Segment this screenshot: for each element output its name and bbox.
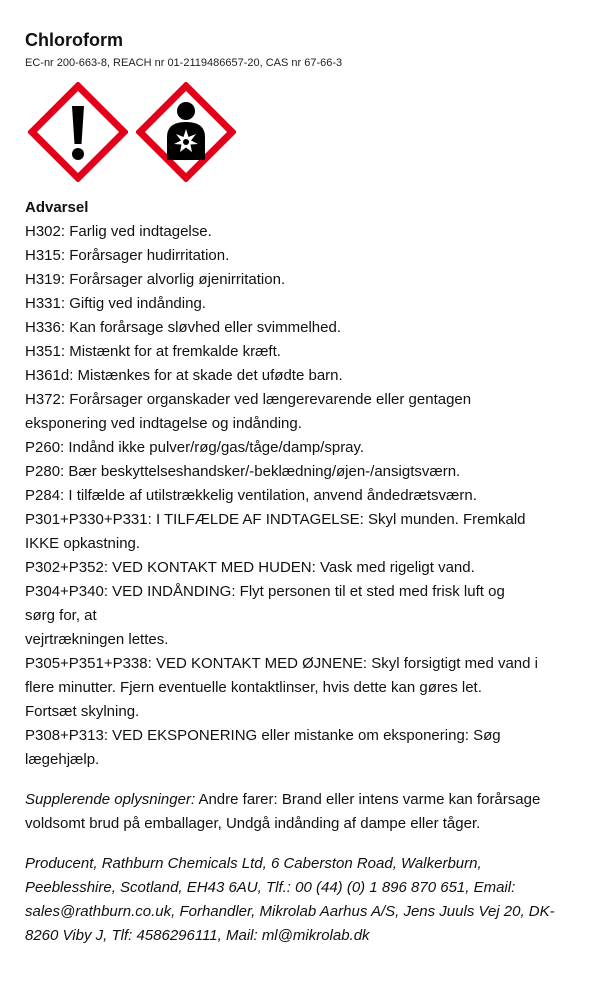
statement-line: lægehjælp. [25,751,100,768]
product-name: Chloroform [25,30,123,50]
statement-line: H302: Farlig ved indtagelse. [25,223,212,240]
statement-line: H336: Kan forårsage sløvhed eller svimmelhed. [25,319,341,336]
statement-line: P301+P330+P331: I TILFÆLDE AF INDTAGELSE: Skyl munden. Fremkald [25,511,526,528]
statement-line: H351: Mistænkt for at fremkalde kræft. [25,343,281,360]
statement-line: P305+P351+P338: VED KONTAKT MED ØJNENE: Skyl forsigtigt med vand i [25,655,538,672]
statement-line: P308+P313: VED EKSPONERING eller mistanke om eksponering: Søg [25,727,501,744]
statement-line: P302+P352: VED KONTAKT MED HUDEN: Vask med rigeligt vand. [25,559,475,576]
statement-line: IKKE opkastning. [25,535,141,552]
statement-line: H372: Forårsager organskader ved længerevarende eller gentagen [25,391,472,408]
statement-line: P304+P340: VED INDÅNDING: Flyt personen til et sted med frisk luft og [25,583,505,600]
hazard-statements [25,220,575,772]
hazard-pictograms [28,82,575,182]
statement-line: Fortsæt skylning. [25,703,140,720]
statement-line: P260: Indånd ikke pulver/røg/gas/tåge/damp/spray. [25,439,365,456]
statement-line: H319: Forårsager alvorlig øjenirritation. [25,271,286,288]
statement-line: H315: Forårsager hudirritation. [25,247,230,264]
statement-line: flere minutter. Fjern eventuelle kontaktlinser, hvis dette kan gøres let. [25,679,482,696]
statement-line: H331: Giftig ved indånding. [25,295,206,312]
statement-line: eksponering ved indtagelse og indånding. [25,415,302,432]
product-identifiers: EC-nr 200-663-8, REACH nr 01-2119486657-20, CAS nr 67-66-3 [25,57,343,69]
statement-line: H361d: Mistænkes for at skade det ufødte barn. [25,367,343,384]
exclamation-mark-hazard-icon [28,82,128,182]
signal-word: Advarsel [25,199,89,216]
producer-info: Producent, Rathburn Chemicals Ltd, 6 Caberston Road, Walkerburn, Peeblesshire, Scotland, EH43 6AU, Tlf.: 00 (44) (0) 1 896 870 651, Email: sales@rathburn.co.uk, Forhandler, Mikrolab Aarhus A/S, Jens Juuls Vej 20, DK-8260 Viby J, Tlf: 4586296111, Mail: ml@mikrolab.dk [25,855,555,944]
statement-line: P280: Bær beskyttelseshandsker/-beklædning/øjen-/ansigtsværn. [25,463,461,480]
supplementary-text: Andre farer: Brand eller intens varme kan forårsage voldsomt brud på emballager, Undgå indånding af dampe eller tåger. [25,791,541,832]
statement-line: vejrtrækningen lettes. [25,631,169,648]
statement-line: sørg for, at [25,607,97,624]
supplementary-label: Supplerende oplysninger: [25,791,196,808]
statement-line: P284: I tilfælde af utilstrækkelig ventilation, anvend åndedrætsværn. [25,487,477,504]
health-hazard-icon [136,82,236,182]
supplementary-info [25,788,575,836]
